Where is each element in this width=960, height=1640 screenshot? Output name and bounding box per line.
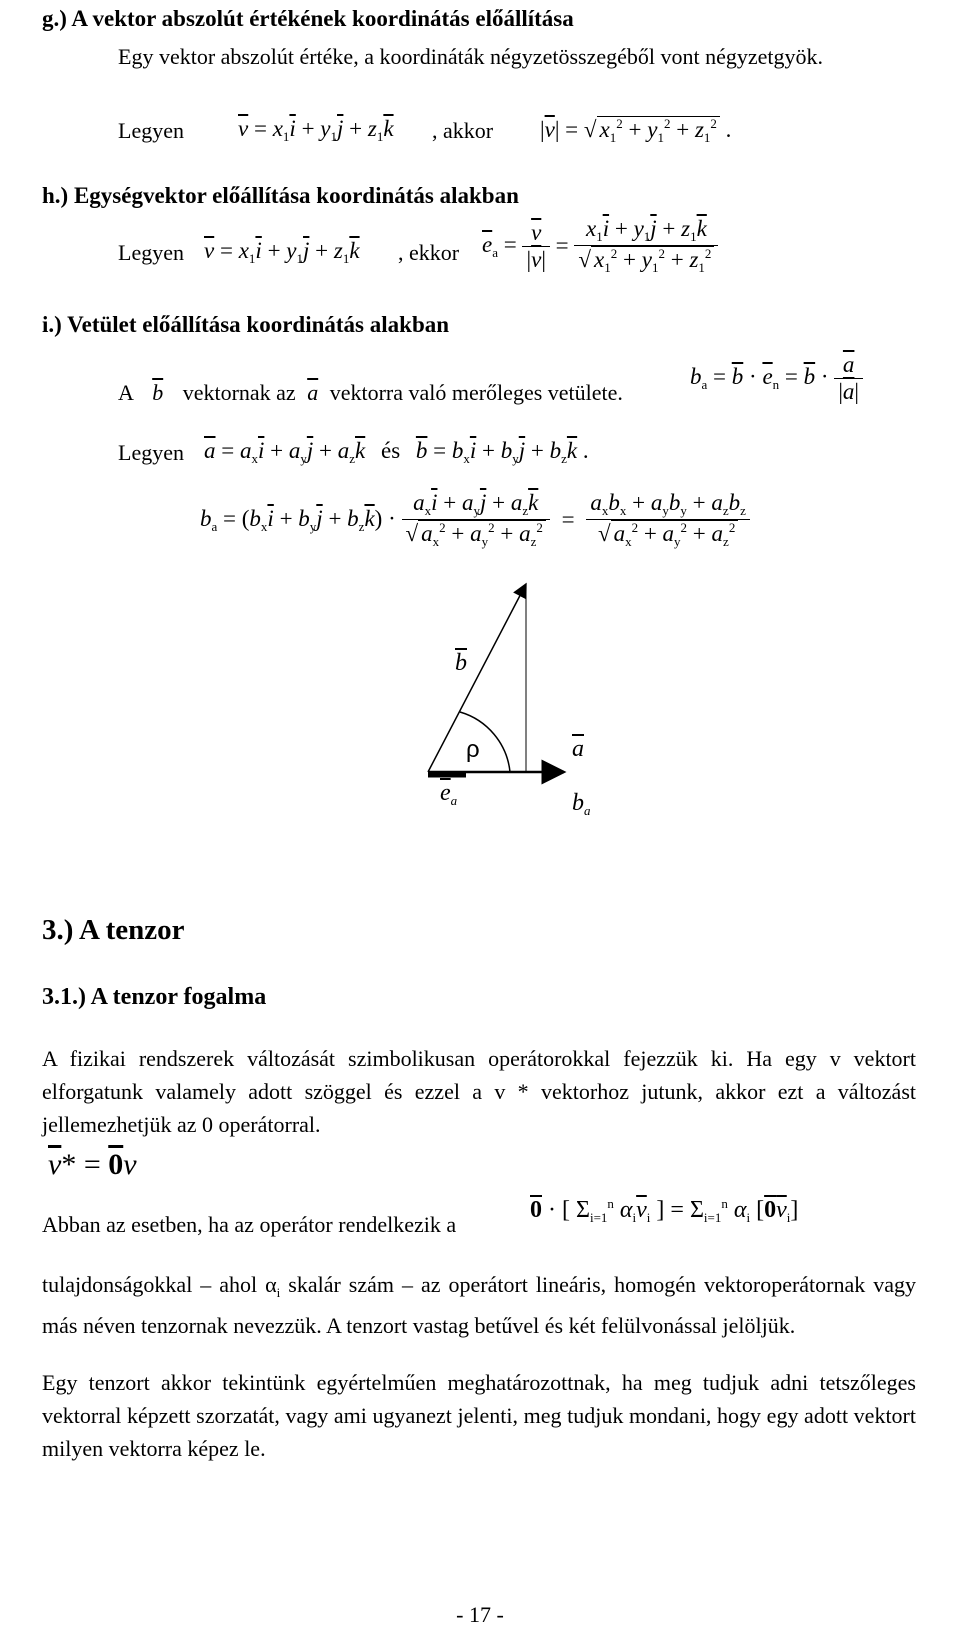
projection-diagram <box>420 600 640 860</box>
section-i-legyen: Legyen <box>118 440 184 465</box>
formula-projection-expanded: $b_a = (b_x\overline{i} + b_y\overline{j} + b_z\overline{k})$ · $\frac{a_x\overline{i} + a_y\overline{j} + a_z\overline{k}}{√ a_x^2 + a_y^2 + a_z^2}$ = $\frac{a_xb_x + a_yb_y + a_zb_z}{√ a_x^2 + a_y^2 + a_z^2}$ <box>200 490 750 550</box>
tensor-subtitle: 3.1.) A tenzor fogalma <box>42 984 267 1010</box>
section-g-legyen: Legyen <box>118 118 184 143</box>
diagram-label-rho: ρ <box>466 736 480 763</box>
section-i-text: A $\overline{b}$ vektornak az $\overline{a}$ vektorra való merőleges vetülete. <box>118 380 623 405</box>
section-g-title: g.) A vektor abszolút értékének koordinátás előállítása <box>42 6 574 31</box>
section-h-ekkor: , ekkor <box>398 240 460 265</box>
tensor-paragraph-1: A fizikai rendszerek változását szimbolikusan operátorokkal fejezzük ki. Ha egy v vektort elforgatunk valamely adott szöggel és ezzel a v * vektorhoz jutunk, akkor ezt a változást jellemezhetjük az 0 operátorral. <box>42 1046 916 1137</box>
tensor-paragraph-2: Abban az esetben, ha az operátor rendelkezik a <box>42 1212 457 1237</box>
diagram-label-ba: $b_a$ <box>572 790 591 818</box>
section-h-title: h.) Egységvektor előállítása koordinátás alakban <box>42 183 519 208</box>
section-i-title: i.) Vetület előállítása koordinátás alakban <box>42 312 450 337</box>
tensor-paragraph-3: tulajdonságokkal – ahol $\alpha_i$ skalár szám – az operátort lineáris, homogén vektoroperátornak vagy más néven tenzornak nevezzük. A tenzort vastag betűvel és két felülvonással jelöljük. <box>42 1272 917 1338</box>
diagram-label-a: $\overline{a}$ <box>572 736 584 762</box>
formula-h-components: $\overline{v} = x_1\overline{i} + y_1\overline{j} + z_1\overline{k}$ <box>204 238 360 266</box>
tensor-title: 3.) A tenzor <box>42 914 185 946</box>
section-h-legyen: Legyen <box>118 240 184 265</box>
formula-projection: $b_a = \overline{b} \cdot \overline{e}_n = \overline{b}$ · $\frac{\overline{a}}{|\overline{a}|}$ <box>690 352 863 405</box>
formula-a-b-components: $\overline{a} = a_x\overline{i} + a_y\overline{j} + a_z\overline{k}$ és $\overline{b} = b_x\overline{i} + b_y\overline{j} + b_z\overline{k}$ . <box>204 438 589 466</box>
section-g-text: Egy vektor abszolút értéke, a koordináták négyzetösszegéből vont négyzetgyök. <box>118 44 823 69</box>
formula-v-magnitude: $|\overline{v}|$ = √ $x_1^2 + y_1^2 + z_1^2$ . <box>540 116 732 145</box>
tensor-paragraph-4: Egy tenzort akkor tekintünk egyértelműen meghatározottnak, ha meg tudjuk adni tetszőleges vektorral képzett szorzatát, vagy ami ugyanezt jelenti, meg tudjuk mondani, hogy egy adott vektort milyen vektorra képez le. <box>42 1370 916 1461</box>
formula-unit-vector: $\overline{e}_a$ = $\frac{\overline{v}}{|\overline{v}|}$ = $\frac{x_1\overline{i} + y_1\overline{j} + z_1\overline{k}}{√ x_1^2 + y_1^2 + z_1^2}$ <box>482 216 718 276</box>
diagram-label-ea: $\overline{e}_a$ <box>440 780 458 808</box>
page-number: - 17 - <box>456 1602 504 1627</box>
section-g-akkor: , akkor <box>432 118 494 143</box>
formula-linearity: 0 · [ $\Sigma_{i=1}^n$ $\alpha_i\overline{v}_i$ ] = $\Sigma_{i=1}^n$ $\alpha_i$ $[0\overline{v}_i]$ <box>530 1196 799 1225</box>
formula-v-components: $\overline{v} = x_1\overline{i} + y_1\overline{j} + z_1\overline{k}$ <box>238 116 394 144</box>
diagram-label-b: $\overline{b}$ <box>455 650 467 676</box>
formula-operator: $\overline{v}* = 0v$ <box>48 1148 137 1181</box>
